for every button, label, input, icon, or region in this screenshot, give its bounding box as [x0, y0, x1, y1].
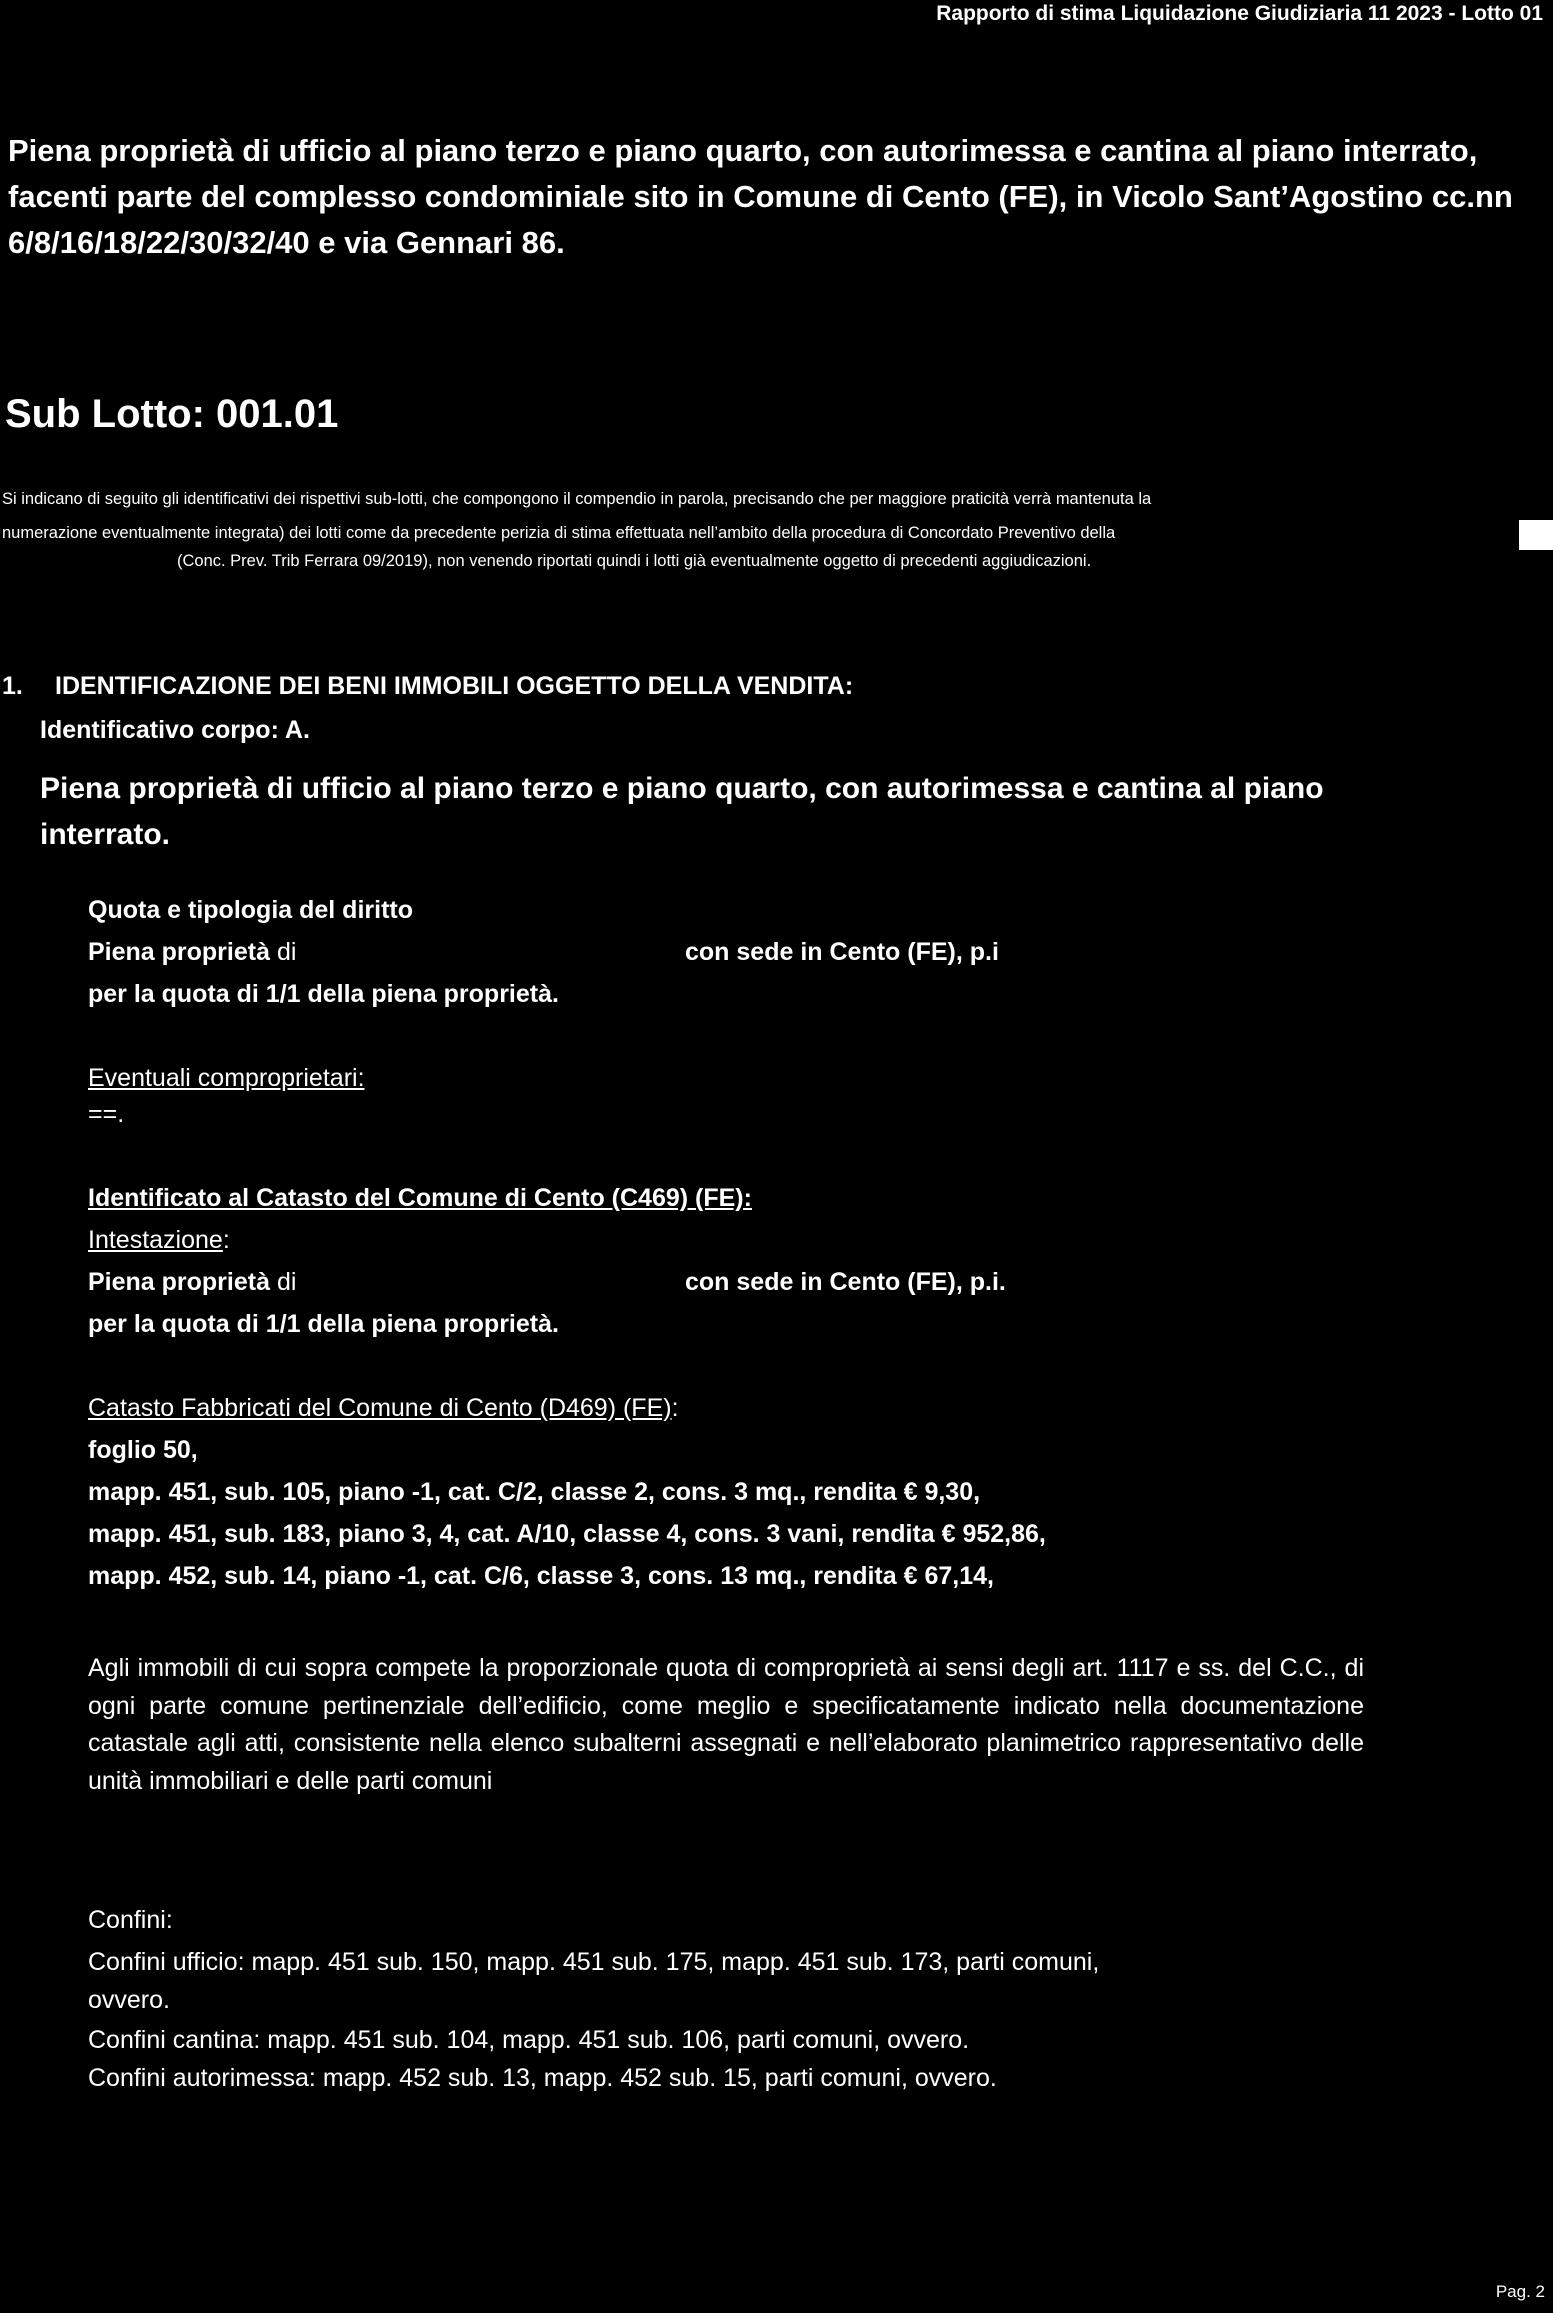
- catasto-fabbricati: [88, 1394, 679, 1423]
- piena-label: Piena proprietà: [88, 1268, 270, 1296]
- catasto-line: mapp. 451, sub. 183, piano 3, 4, cat. A/10, classe 4, cons. 3 vani, rendita € 952,86,: [88, 1520, 1046, 1548]
- comproprietari-label: Eventuali comproprietari:: [88, 1064, 365, 1092]
- quota-per-quota: per la quota di 1/1 della piena proprietà.: [88, 980, 559, 1008]
- sub-lotto-title: Sub Lotto: 001.01: [5, 392, 339, 436]
- catasto-fabbricati-title: Catasto Fabbricati del Comune di Cento (D469) (FE): [88, 1394, 672, 1422]
- report-header-title: Rapporto di stima Liquidazione Giudiziaria 11 2023 - Lotto 01: [936, 2, 1543, 25]
- quota-sede: con sede in Cento (FE), p.i: [685, 938, 999, 966]
- confini-title: Confini:: [88, 1906, 173, 1934]
- catasto-line: foglio 50,: [88, 1436, 198, 1464]
- section-number: 1.: [2, 672, 23, 700]
- intestazione: [88, 1226, 230, 1255]
- note-line: numerazione eventualmente integrata) dei lotti come da precedente perizia di stima effettuata nell’ambito della procedura di Concordato Preventivo della: [2, 524, 1116, 542]
- lot-description: Piena proprietà di ufficio al piano terzo e piano quarto, con autorimessa e cantina al piano interrato, facenti parte del complesso condominiale sito in Comune di Cento (FE), in Vicolo Sant’Agostino cc.nn 6/8/16/18/22/30/32/40 e via Gennari 86.: [8, 133, 1513, 260]
- quota-piena-proprieta: [88, 938, 296, 967]
- catasto-line: mapp. 451, sub. 105, piano -1, cat. C/2, classe 2, cons. 3 mq., rendita € 9,30,: [88, 1478, 981, 1506]
- di-label: di: [270, 1268, 297, 1296]
- parti-comuni-paragraph: Agli immobili di cui sopra compete la proporzionale quota di comproprietà ai sensi degli art. 1117 e ss. del C.C., di ogni parte comune pertinenziale dell’edificio, come meglio e specificatamente indicato nella documentazione catastale agli atti, consistente nella elenco subalterni assegnati e nell’elaborato planimetrico rappresentativo delle unità immobiliari e delle parti comuni: [88, 1654, 1364, 1795]
- catasto-sede: con sede in Cento (FE), p.i.: [685, 1268, 1006, 1296]
- quota-title: Quota e tipologia del diritto: [88, 896, 413, 924]
- catasto-fabbricati-colon: :: [671, 1394, 679, 1422]
- corpo-description: Piena proprietà di ufficio al piano terzo e piano quarto, con autorimessa e cantina al piano interrato.: [40, 772, 1324, 851]
- confini-ufficio: Confini ufficio: mapp. 451 sub. 150, mapp. 451 sub. 175, mapp. 451 sub. 173, parti comuni,: [88, 1948, 1100, 1976]
- confini-cantina: Confini cantina: mapp. 451 sub. 104, mapp. 451 sub. 106, parti comuni, ovvero.: [88, 2026, 970, 2054]
- catasto-line: mapp. 452, sub. 14, piano -1, cat. C/6, classe 3, cons. 13 mq., rendita € 67,14,: [88, 1562, 994, 1590]
- note-line: (Conc. Prev. Trib Ferrara 09/2019), non venendo riportati quindi i lotti già eventualmente oggetto di precedenti aggiudicazioni.: [177, 552, 1092, 570]
- piena-label: Piena proprietà: [88, 938, 270, 966]
- page-number: Pag. 2: [1495, 2282, 1545, 2301]
- catasto-piena-proprieta: [88, 1268, 296, 1297]
- di-label: di: [270, 938, 297, 966]
- confini-ufficio-cont: ovvero.: [88, 1986, 170, 2014]
- intestazione-label: Intestazione: [88, 1226, 223, 1254]
- intestazione-colon: :: [222, 1226, 230, 1254]
- comproprietari-value: ==.: [88, 1100, 125, 1128]
- catasto-title: Identificato al Catasto del Comune di Cento (C469) (FE):: [88, 1184, 752, 1212]
- identificativo-corpo: Identificativo corpo: A.: [40, 716, 310, 744]
- note-line: Si indicano di seguito gli identificativi dei rispettivi sub-lotti, che compongono il compendio in parola, precisando che per maggiore praticità verrà mantenuta la: [2, 490, 1152, 508]
- redaction-box: [1519, 520, 1553, 550]
- confini-autorimessa: Confini autorimessa: mapp. 452 sub. 13, mapp. 452 sub. 15, parti comuni, ovvero.: [88, 2064, 997, 2092]
- section-title: IDENTIFICAZIONE DEI BENI IMMOBILI OGGETTO DELLA VENDITA:: [55, 672, 854, 700]
- catasto-per-quota: per la quota di 1/1 della piena proprietà.: [88, 1310, 559, 1338]
